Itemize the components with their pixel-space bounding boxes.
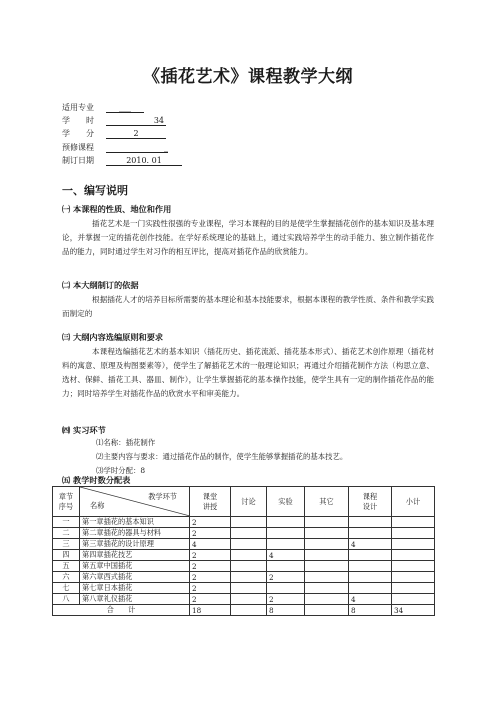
- table-row: [53, 528, 435, 539]
- meta-date: [62, 154, 182, 167]
- cell-name: 第五章中国插花: [80, 561, 190, 572]
- cell-no: 五: [53, 561, 80, 572]
- subsection-heading: ㈡ 本大纲制订的依据: [62, 280, 139, 290]
- cell-experiment: [267, 561, 305, 572]
- cell-lecture: 2: [190, 561, 231, 572]
- cell-name: 第三章插花的设计原理: [80, 539, 190, 550]
- subsection-heading: ㈤ 教学时数分配表: [62, 475, 131, 485]
- header-design: 课程 设计: [349, 487, 392, 517]
- cell-discuss: [231, 528, 267, 539]
- header-discuss: 讨论: [231, 487, 267, 517]
- table-row: [53, 594, 435, 605]
- header-diag-top: 教学环节: [148, 492, 177, 501]
- cell-experiment: 2: [267, 572, 305, 583]
- meta-value: 2: [106, 129, 166, 139]
- meta-major: [62, 101, 182, 114]
- total-other: [305, 605, 349, 616]
- header-chapter: 章节 序号: [53, 487, 80, 517]
- meta-hours: [62, 114, 182, 127]
- header-diagonal: [80, 487, 190, 517]
- table-row: [53, 539, 435, 550]
- meta-credits: [62, 127, 182, 140]
- cell-subtotal: [392, 539, 435, 550]
- cell-design: [349, 572, 392, 583]
- cell-design: [349, 517, 392, 528]
- cell-experiment: [267, 528, 305, 539]
- table-row: [53, 550, 435, 561]
- header-subtotal: 小计: [392, 487, 435, 517]
- cell-subtotal: [392, 561, 435, 572]
- cell-name: 第八章礼仪插花: [80, 594, 190, 605]
- cell-no: 六: [53, 572, 80, 583]
- cell-other: [305, 561, 349, 572]
- cell-discuss: [231, 561, 267, 572]
- cell-subtotal: [392, 550, 435, 561]
- table-total-row: [53, 605, 435, 616]
- course-meta: [62, 101, 182, 167]
- cell-design: 4: [349, 539, 392, 550]
- cell-design: [349, 561, 392, 572]
- subsection-heading: ㈢ 大纲内容选编原则和要求: [62, 332, 164, 342]
- meta-label: 学 分: [62, 129, 94, 139]
- cell-experiment: [267, 539, 305, 550]
- cell-design: [349, 583, 392, 594]
- table-row: [53, 517, 435, 528]
- cell-name: 第二章插花的器具与材料: [80, 528, 190, 539]
- table-row: [53, 572, 435, 583]
- cell-discuss: [231, 539, 267, 550]
- cell-other: [305, 572, 349, 583]
- hours-table: [52, 486, 435, 616]
- total-subtotal: 34: [392, 605, 435, 616]
- cell-lecture: 2: [190, 550, 231, 561]
- cell-design: [349, 550, 392, 561]
- total-experiment: 8: [267, 605, 305, 616]
- subsection-nature: [62, 204, 434, 259]
- cell-other: [305, 528, 349, 539]
- cell-name: 第七章日本插花: [80, 583, 190, 594]
- cell-lecture: 2: [190, 572, 231, 583]
- cell-no: 三: [53, 539, 80, 550]
- cell-other: [305, 583, 349, 594]
- cell-lecture: 2: [190, 528, 231, 539]
- total-label: 合 计: [53, 605, 190, 616]
- practice-line: ⑴名称：插花制作: [96, 438, 156, 447]
- meta-prerequisite: [62, 141, 182, 154]
- subsection-text: 根据插花人才的培养目标所需要的基本理论和基本技能要求，根据本课程的教学性质、条件和教学实践而制定的: [62, 295, 434, 318]
- total-lecture: 18: [190, 605, 231, 616]
- header-experiment: 实验: [267, 487, 305, 517]
- cell-design: [349, 528, 392, 539]
- cell-other: [305, 517, 349, 528]
- total-discuss: [231, 605, 267, 616]
- cell-subtotal: [392, 572, 435, 583]
- cell-discuss: [231, 594, 267, 605]
- subsection-heading: ㈠ 本课程的性质、地位和作用: [62, 204, 172, 214]
- cell-no: 二: [53, 528, 80, 539]
- table-row: [53, 583, 435, 594]
- cell-discuss: [231, 572, 267, 583]
- cell-subtotal: [392, 528, 435, 539]
- cell-lecture: 4: [190, 539, 231, 550]
- header-lecture: 课堂 讲授: [190, 487, 231, 517]
- practice-line: ⑵主要内容与要求：通过插花作品的制作，使学生能够掌握插花的基本技艺。: [96, 452, 348, 461]
- cell-experiment: [267, 583, 305, 594]
- cell-lecture: 2: [190, 517, 231, 528]
- cell-other: [305, 594, 349, 605]
- cell-design: 4: [349, 594, 392, 605]
- cell-name: 第四章插花技艺: [80, 550, 190, 561]
- cell-lecture: 2: [190, 594, 231, 605]
- cell-name: 第六章西式插花: [80, 572, 190, 583]
- header-other: 其它: [305, 487, 349, 517]
- cell-other: [305, 539, 349, 550]
- meta-label: 适用专业: [62, 103, 94, 112]
- cell-other: [305, 550, 349, 561]
- document-title: 《插花艺术》课程教学大纲: [143, 67, 353, 87]
- total-design: 8: [349, 605, 392, 616]
- table-header-row: [53, 487, 435, 517]
- meta-label: 预修课程: [62, 142, 94, 152]
- subsection-basis: [62, 280, 434, 321]
- meta-value: 34: [106, 116, 166, 126]
- cell-discuss: [231, 550, 267, 561]
- table-row: [53, 561, 435, 572]
- subsection-principles: [62, 332, 434, 401]
- subsection-text: 本课程选编插花艺术的基本知识（插花历史、插花流派、插花基本形式）、插花艺术创作原理（插花材料的寓意、原理及构图要素等），使学生了解插花艺术的一般理论知识；再通过介绍插花制作方法（构思立意、选材、保鲜、插花工具、器皿、制作），让学生掌握插花的基本操作技能，使学生具有一定的制作插花作品的能力；同时培养学生对插花作品的欣赏水平和审美能力。: [62, 347, 434, 398]
- header-diag-bottom: 名称: [90, 501, 105, 510]
- cell-no: 八: [53, 594, 80, 605]
- section-heading: 一、编写说明: [62, 184, 128, 197]
- cell-no: 四: [53, 550, 80, 561]
- cell-subtotal: [392, 517, 435, 528]
- subsection-heading: ㈣ 实习环节: [62, 425, 106, 435]
- practice-line: ⑶学时分配：8: [96, 466, 146, 475]
- cell-subtotal: [392, 583, 435, 594]
- meta-label: 学 时: [62, 116, 94, 126]
- subsection-practice: [62, 425, 434, 478]
- cell-no: 七: [53, 583, 80, 594]
- cell-no: 一: [53, 517, 80, 528]
- meta-value: ___: [106, 103, 144, 113]
- cell-experiment: 4: [267, 550, 305, 561]
- cell-subtotal: [392, 594, 435, 605]
- cell-discuss: [231, 583, 267, 594]
- meta-label: 制订日期: [62, 155, 94, 165]
- cell-lecture: 2: [190, 583, 231, 594]
- subsection-text: 插花艺术是一门实践性很强的专业课程，学习本课程的目的是使学生掌握插花创作的基本知识及基本理论，并掌握一定的插花创作技能。在学好系统理论的基础上，通过实践培养学生的动手能力、独立制作插花作品的能力，同时通过学生对习作的相互评比，提高对插花作品的欣赏能力。: [62, 219, 434, 256]
- meta-value: 2010. 01: [106, 156, 182, 166]
- cell-experiment: 2: [267, 594, 305, 605]
- cell-name: 第一章插花的基本知识: [80, 517, 190, 528]
- meta-value: _: [106, 143, 168, 153]
- cell-discuss: [231, 517, 267, 528]
- subsection-hours-table: [62, 475, 434, 486]
- cell-experiment: [267, 517, 305, 528]
